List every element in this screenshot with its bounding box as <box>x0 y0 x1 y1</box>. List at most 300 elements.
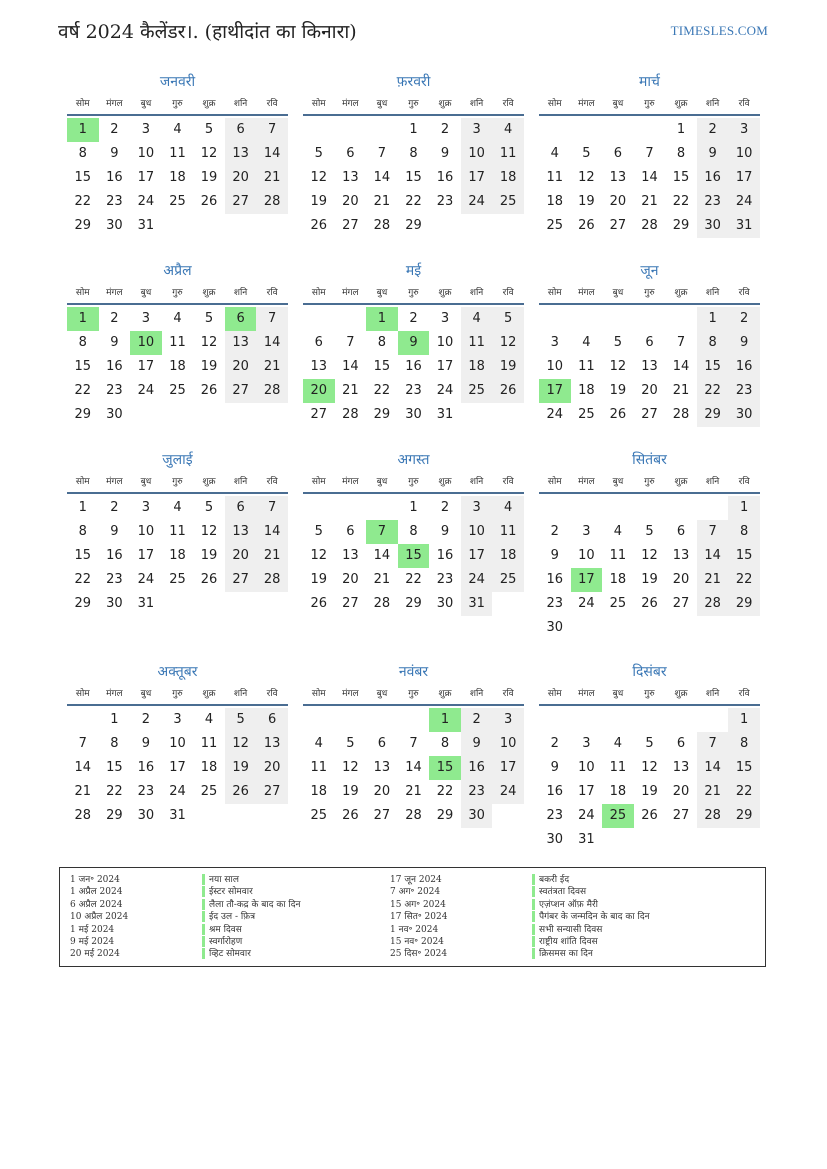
day-cell[interactable]: 6 <box>346 146 355 161</box>
day-cell[interactable]: 10 <box>492 732 524 756</box>
day-cell[interactable]: 1 <box>728 708 760 732</box>
day-cell[interactable]: 18 <box>169 359 186 374</box>
day-cell[interactable]: 20 <box>609 194 627 209</box>
holiday-day-cell[interactable]: 1 <box>67 118 99 142</box>
day-cell[interactable]: 2 <box>110 500 119 515</box>
day-cell[interactable]: 31 <box>728 214 760 238</box>
day-cell[interactable]: 12 <box>200 146 218 161</box>
day-cell[interactable]: 16 <box>728 355 760 379</box>
day-cell[interactable]: 29 <box>106 808 123 823</box>
day-cell[interactable]: 11 <box>169 335 186 350</box>
day-cell[interactable]: 11 <box>169 146 186 161</box>
day-cell[interactable]: 11 <box>578 359 595 374</box>
day-cell[interactable]: 10 <box>578 760 595 775</box>
day-cell[interactable]: 15 <box>405 170 422 185</box>
day-cell[interactable]: 1 <box>110 712 119 727</box>
day-cell[interactable]: 17 <box>492 756 524 780</box>
day-cell[interactable]: 17 <box>728 166 760 190</box>
holiday-day-cell[interactable]: 17 <box>539 379 571 403</box>
day-cell[interactable]: 10 <box>578 548 595 563</box>
day-cell[interactable]: 22 <box>436 784 454 799</box>
day-cell[interactable]: 22 <box>405 194 422 209</box>
holiday-day-cell[interactable]: 10 <box>130 331 162 355</box>
day-cell[interactable]: 20 <box>225 544 257 568</box>
day-cell[interactable]: 22 <box>74 572 92 587</box>
day-cell[interactable]: 27 <box>225 379 257 403</box>
day-cell[interactable]: 24 <box>728 190 760 214</box>
day-cell[interactable]: 6 <box>645 335 654 350</box>
day-cell[interactable]: 5 <box>645 736 654 751</box>
day-cell[interactable]: 18 <box>200 760 218 775</box>
day-cell[interactable]: 11 <box>310 760 328 775</box>
day-cell[interactable]: 4 <box>582 335 591 350</box>
day-cell[interactable]: 3 <box>492 708 524 732</box>
day-cell[interactable]: 6 <box>256 708 288 732</box>
day-cell[interactable]: 27 <box>342 596 359 611</box>
day-cell[interactable]: 17 <box>137 170 155 185</box>
day-cell[interactable]: 21 <box>641 194 658 209</box>
day-cell[interactable]: 18 <box>310 784 328 799</box>
day-cell[interactable]: 24 <box>137 383 155 398</box>
day-cell[interactable]: 13 <box>225 520 257 544</box>
day-cell[interactable]: 28 <box>342 407 359 422</box>
day-cell[interactable]: 25 <box>492 190 524 214</box>
day-cell[interactable]: 22 <box>728 568 760 592</box>
day-cell[interactable]: 26 <box>225 780 257 804</box>
day-cell[interactable]: 29 <box>405 596 422 611</box>
day-cell[interactable]: 5 <box>492 307 524 331</box>
day-cell[interactable]: 24 <box>169 784 186 799</box>
day-cell[interactable]: 21 <box>697 780 729 804</box>
day-cell[interactable]: 3 <box>582 736 591 751</box>
day-cell[interactable]: 19 <box>225 756 257 780</box>
day-cell[interactable]: 18 <box>492 544 524 568</box>
day-cell[interactable]: 26 <box>310 218 328 233</box>
day-cell[interactable]: 10 <box>461 142 493 166</box>
day-cell[interactable]: 19 <box>200 548 218 563</box>
day-cell[interactable]: 4 <box>173 500 182 515</box>
day-cell[interactable]: 18 <box>169 170 186 185</box>
day-cell[interactable]: 15 <box>728 756 760 780</box>
day-cell[interactable]: 18 <box>578 383 595 398</box>
day-cell[interactable]: 20 <box>641 383 658 398</box>
day-cell[interactable]: 30 <box>697 214 729 238</box>
day-cell[interactable]: 2 <box>697 118 729 142</box>
day-cell[interactable]: 25 <box>169 194 186 209</box>
day-cell[interactable]: 28 <box>74 808 92 823</box>
day-cell[interactable]: 25 <box>578 407 595 422</box>
day-cell[interactable]: 1 <box>697 307 729 331</box>
day-cell[interactable]: 2 <box>550 736 559 751</box>
day-cell[interactable]: 21 <box>373 194 391 209</box>
day-cell[interactable]: 15 <box>106 760 123 775</box>
day-cell[interactable]: 5 <box>346 736 355 751</box>
day-cell[interactable]: 13 <box>342 548 359 563</box>
day-cell[interactable]: 27 <box>609 218 627 233</box>
day-cell[interactable]: 4 <box>204 712 214 727</box>
day-cell[interactable]: 29 <box>697 403 729 427</box>
day-cell[interactable]: 14 <box>641 170 658 185</box>
day-cell[interactable]: 30 <box>137 808 155 823</box>
day-cell[interactable]: 14 <box>697 756 729 780</box>
day-cell[interactable]: 24 <box>578 596 595 611</box>
day-cell[interactable]: 13 <box>225 331 257 355</box>
day-cell[interactable]: 27 <box>672 596 690 611</box>
day-cell[interactable]: 12 <box>310 170 328 185</box>
day-cell[interactable]: 19 <box>200 170 218 185</box>
day-cell[interactable]: 1 <box>676 122 686 137</box>
day-cell[interactable]: 18 <box>461 355 493 379</box>
day-cell[interactable]: 2 <box>141 712 151 727</box>
day-cell[interactable]: 10 <box>137 146 155 161</box>
day-cell[interactable]: 25 <box>492 568 524 592</box>
day-cell[interactable]: 8 <box>78 335 87 350</box>
day-cell[interactable]: 17 <box>436 359 454 374</box>
day-cell[interactable]: 16 <box>697 166 729 190</box>
day-cell[interactable]: 29 <box>74 218 92 233</box>
day-cell[interactable]: 7 <box>409 736 418 751</box>
day-cell[interactable]: 1 <box>409 500 418 515</box>
day-cell[interactable]: 5 <box>314 524 323 539</box>
day-cell[interactable]: 30 <box>106 407 123 422</box>
day-cell[interactable]: 30 <box>546 620 564 635</box>
day-cell[interactable]: 31 <box>436 407 454 422</box>
holiday-day-cell[interactable]: 1 <box>429 708 461 732</box>
day-cell[interactable]: 16 <box>546 572 564 587</box>
day-cell[interactable]: 28 <box>672 407 690 422</box>
day-cell[interactable]: 29 <box>74 407 92 422</box>
day-cell[interactable]: 8 <box>110 736 119 751</box>
day-cell[interactable]: 7 <box>645 146 654 161</box>
site-link[interactable]: TIMESLES.COM <box>670 23 768 38</box>
day-cell[interactable]: 8 <box>409 524 418 539</box>
day-cell[interactable]: 4 <box>492 118 524 142</box>
day-cell[interactable]: 31 <box>169 808 186 823</box>
day-cell[interactable]: 25 <box>169 383 186 398</box>
day-cell[interactable]: 29 <box>436 808 454 823</box>
day-cell[interactable]: 19 <box>310 572 328 587</box>
day-cell[interactable]: 7 <box>256 496 288 520</box>
day-cell[interactable]: 16 <box>405 359 422 374</box>
day-cell[interactable]: 24 <box>546 407 564 422</box>
day-cell[interactable]: 16 <box>106 170 123 185</box>
day-cell[interactable]: 9 <box>728 331 760 355</box>
day-cell[interactable]: 13 <box>225 142 257 166</box>
day-cell[interactable]: 12 <box>492 331 524 355</box>
day-cell[interactable]: 2 <box>550 524 559 539</box>
day-cell[interactable]: 19 <box>342 784 359 799</box>
day-cell[interactable]: 23 <box>137 784 155 799</box>
day-cell[interactable]: 14 <box>342 359 359 374</box>
day-cell[interactable]: 8 <box>377 335 387 350</box>
day-cell[interactable]: 14 <box>256 331 288 355</box>
day-cell[interactable]: 29 <box>728 592 760 616</box>
day-cell[interactable]: 29 <box>405 218 422 233</box>
day-cell[interactable]: 12 <box>609 359 627 374</box>
day-cell[interactable]: 13 <box>310 359 328 374</box>
day-cell[interactable]: 30 <box>728 403 760 427</box>
day-cell[interactable]: 9 <box>110 524 119 539</box>
day-cell[interactable]: 4 <box>613 736 623 751</box>
day-cell[interactable]: 26 <box>342 808 359 823</box>
day-cell[interactable]: 16 <box>436 170 454 185</box>
day-cell[interactable]: 20 <box>672 784 690 799</box>
day-cell[interactable]: 24 <box>436 383 454 398</box>
day-cell[interactable]: 26 <box>200 572 218 587</box>
day-cell[interactable]: 20 <box>256 756 288 780</box>
day-cell[interactable]: 6 <box>613 146 623 161</box>
day-cell[interactable]: 10 <box>461 520 493 544</box>
day-cell[interactable]: 5 <box>225 708 257 732</box>
day-cell[interactable]: 27 <box>342 218 359 233</box>
day-cell[interactable]: 26 <box>200 383 218 398</box>
day-cell[interactable]: 17 <box>578 784 595 799</box>
day-cell[interactable]: 4 <box>173 311 182 326</box>
holiday-day-cell[interactable]: 7 <box>366 520 398 544</box>
day-cell[interactable]: 6 <box>314 335 323 350</box>
day-cell[interactable]: 12 <box>310 548 328 563</box>
day-cell[interactable]: 14 <box>697 544 729 568</box>
day-cell[interactable]: 27 <box>672 808 690 823</box>
day-cell[interactable]: 13 <box>373 760 391 775</box>
day-cell[interactable]: 26 <box>609 407 627 422</box>
day-cell[interactable]: 15 <box>373 359 391 374</box>
day-cell[interactable]: 2 <box>409 311 418 326</box>
day-cell[interactable]: 31 <box>137 596 155 611</box>
day-cell[interactable]: 25 <box>310 808 328 823</box>
day-cell[interactable]: 25 <box>200 784 218 799</box>
day-cell[interactable]: 28 <box>256 379 288 403</box>
day-cell[interactable]: 19 <box>641 784 658 799</box>
day-cell[interactable]: 5 <box>645 524 654 539</box>
day-cell[interactable]: 21 <box>256 544 288 568</box>
day-cell[interactable]: 2 <box>110 122 119 137</box>
day-cell[interactable]: 22 <box>405 572 422 587</box>
day-cell[interactable]: 16 <box>137 760 155 775</box>
day-cell[interactable]: 3 <box>582 524 591 539</box>
day-cell[interactable]: 28 <box>697 804 729 828</box>
day-cell[interactable]: 7 <box>697 732 729 756</box>
day-cell[interactable]: 20 <box>342 572 359 587</box>
day-cell[interactable]: 10 <box>436 335 454 350</box>
day-cell[interactable]: 28 <box>256 568 288 592</box>
day-cell[interactable]: 9 <box>550 760 559 775</box>
day-cell[interactable]: 26 <box>200 194 218 209</box>
day-cell[interactable]: 10 <box>728 142 760 166</box>
holiday-day-cell[interactable]: 15 <box>398 544 430 568</box>
day-cell[interactable]: 20 <box>672 572 690 587</box>
day-cell[interactable]: 12 <box>225 732 257 756</box>
day-cell[interactable]: 20 <box>373 784 391 799</box>
day-cell[interactable]: 23 <box>697 190 729 214</box>
day-cell[interactable]: 22 <box>728 780 760 804</box>
day-cell[interactable]: 24 <box>461 190 493 214</box>
day-cell[interactable]: 3 <box>728 118 760 142</box>
day-cell[interactable]: 22 <box>74 383 92 398</box>
day-cell[interactable]: 28 <box>373 596 391 611</box>
day-cell[interactable]: 29 <box>728 804 760 828</box>
day-cell[interactable]: 4 <box>613 524 623 539</box>
day-cell[interactable]: 25 <box>609 596 627 611</box>
day-cell[interactable]: 12 <box>641 760 658 775</box>
day-cell[interactable]: 19 <box>492 355 524 379</box>
day-cell[interactable]: 13 <box>342 170 359 185</box>
day-cell[interactable]: 8 <box>697 331 729 355</box>
day-cell[interactable]: 4 <box>173 122 182 137</box>
day-cell[interactable]: 25 <box>546 218 564 233</box>
day-cell[interactable]: 5 <box>314 146 323 161</box>
day-cell[interactable]: 23 <box>436 194 454 209</box>
day-cell[interactable]: 22 <box>373 383 391 398</box>
day-cell[interactable]: 10 <box>137 524 155 539</box>
holiday-day-cell[interactable]: 17 <box>571 568 603 592</box>
day-cell[interactable]: 27 <box>225 568 257 592</box>
day-cell[interactable]: 17 <box>461 166 493 190</box>
day-cell[interactable]: 28 <box>641 218 658 233</box>
day-cell[interactable]: 7 <box>697 520 729 544</box>
day-cell[interactable]: 3 <box>141 311 151 326</box>
day-cell[interactable]: 28 <box>256 190 288 214</box>
day-cell[interactable]: 21 <box>74 784 92 799</box>
day-cell[interactable]: 6 <box>676 736 686 751</box>
day-cell[interactable]: 18 <box>492 166 524 190</box>
day-cell[interactable]: 12 <box>641 548 658 563</box>
holiday-day-cell[interactable]: 15 <box>429 756 461 780</box>
day-cell[interactable]: 12 <box>200 524 218 539</box>
day-cell[interactable]: 22 <box>74 194 92 209</box>
day-cell[interactable]: 26 <box>641 596 658 611</box>
day-cell[interactable]: 21 <box>697 568 729 592</box>
day-cell[interactable]: 8 <box>728 520 760 544</box>
day-cell[interactable]: 6 <box>346 524 355 539</box>
day-cell[interactable]: 23 <box>436 572 454 587</box>
day-cell[interactable]: 9 <box>550 548 559 563</box>
day-cell[interactable]: 20 <box>225 355 257 379</box>
day-cell[interactable]: 6 <box>225 496 257 520</box>
day-cell[interactable]: 9 <box>110 146 119 161</box>
day-cell[interactable]: 30 <box>546 832 564 847</box>
day-cell[interactable]: 9 <box>697 142 729 166</box>
holiday-day-cell[interactable]: 1 <box>366 307 398 331</box>
day-cell[interactable]: 26 <box>641 808 658 823</box>
day-cell[interactable]: 31 <box>461 592 493 616</box>
day-cell[interactable]: 22 <box>697 379 729 403</box>
day-cell[interactable]: 25 <box>461 379 493 403</box>
day-cell[interactable]: 22 <box>672 194 690 209</box>
day-cell[interactable]: 1 <box>409 122 418 137</box>
day-cell[interactable]: 8 <box>78 146 87 161</box>
day-cell[interactable]: 17 <box>169 760 186 775</box>
day-cell[interactable]: 14 <box>74 760 92 775</box>
day-cell[interactable]: 23 <box>106 194 123 209</box>
day-cell[interactable]: 24 <box>137 572 155 587</box>
day-cell[interactable]: 4 <box>314 736 323 751</box>
day-cell[interactable]: 3 <box>461 118 493 142</box>
day-cell[interactable]: 27 <box>310 407 328 422</box>
day-cell[interactable]: 14 <box>373 548 391 563</box>
day-cell[interactable]: 15 <box>697 355 729 379</box>
day-cell[interactable]: 30 <box>405 407 422 422</box>
day-cell[interactable]: 23 <box>728 379 760 403</box>
day-cell[interactable]: 5 <box>204 122 214 137</box>
day-cell[interactable]: 11 <box>200 736 218 751</box>
day-cell[interactable]: 19 <box>310 194 328 209</box>
day-cell[interactable]: 15 <box>74 359 92 374</box>
day-cell[interactable]: 29 <box>373 407 391 422</box>
holiday-day-cell[interactable]: 9 <box>398 331 430 355</box>
day-cell[interactable]: 2 <box>728 307 760 331</box>
day-cell[interactable]: 23 <box>461 780 493 804</box>
day-cell[interactable]: 18 <box>546 194 564 209</box>
day-cell[interactable]: 13 <box>672 760 690 775</box>
day-cell[interactable]: 17 <box>137 359 155 374</box>
day-cell[interactable]: 19 <box>200 359 218 374</box>
day-cell[interactable]: 1 <box>728 496 760 520</box>
day-cell[interactable]: 16 <box>106 548 123 563</box>
day-cell[interactable]: 21 <box>405 784 422 799</box>
holiday-day-cell[interactable]: 20 <box>303 379 335 403</box>
day-cell[interactable]: 27 <box>373 808 391 823</box>
day-cell[interactable]: 7 <box>78 736 87 751</box>
day-cell[interactable]: 24 <box>137 194 155 209</box>
day-cell[interactable]: 14 <box>672 359 690 374</box>
day-cell[interactable]: 6 <box>676 524 686 539</box>
day-cell[interactable]: 4 <box>550 146 559 161</box>
day-cell[interactable]: 3 <box>440 311 450 326</box>
day-cell[interactable]: 3 <box>141 122 151 137</box>
day-cell[interactable]: 11 <box>609 548 627 563</box>
day-cell[interactable]: 24 <box>492 780 524 804</box>
day-cell[interactable]: 14 <box>256 520 288 544</box>
day-cell[interactable]: 17 <box>137 548 155 563</box>
day-cell[interactable]: 29 <box>74 596 92 611</box>
day-cell[interactable]: 6 <box>225 118 257 142</box>
day-cell[interactable]: 23 <box>106 572 123 587</box>
holiday-day-cell[interactable]: 6 <box>225 307 257 331</box>
day-cell[interactable]: 10 <box>546 359 564 374</box>
day-cell[interactable]: 19 <box>609 383 627 398</box>
day-cell[interactable]: 4 <box>461 307 493 331</box>
day-cell[interactable]: 21 <box>672 383 690 398</box>
day-cell[interactable]: 27 <box>256 780 288 804</box>
day-cell[interactable]: 26 <box>310 596 328 611</box>
holiday-day-cell[interactable]: 1 <box>67 307 99 331</box>
day-cell[interactable]: 8 <box>676 146 686 161</box>
day-cell[interactable]: 30 <box>106 218 123 233</box>
day-cell[interactable]: 11 <box>169 524 186 539</box>
day-cell[interactable]: 12 <box>578 170 595 185</box>
day-cell[interactable]: 7 <box>377 146 387 161</box>
day-cell[interactable]: 13 <box>672 548 690 563</box>
day-cell[interactable]: 10 <box>169 736 186 751</box>
day-cell[interactable]: 14 <box>373 170 391 185</box>
day-cell[interactable]: 3 <box>141 500 151 515</box>
day-cell[interactable]: 19 <box>578 194 595 209</box>
day-cell[interactable]: 7 <box>346 335 355 350</box>
day-cell[interactable]: 13 <box>609 170 627 185</box>
day-cell[interactable]: 24 <box>578 808 595 823</box>
day-cell[interactable]: 3 <box>550 335 559 350</box>
day-cell[interactable]: 2 <box>440 500 450 515</box>
day-cell[interactable]: 15 <box>728 544 760 568</box>
day-cell[interactable]: 18 <box>169 548 186 563</box>
day-cell[interactable]: 3 <box>173 712 182 727</box>
day-cell[interactable]: 14 <box>256 142 288 166</box>
day-cell[interactable]: 11 <box>492 142 524 166</box>
day-cell[interactable]: 5 <box>613 335 623 350</box>
day-cell[interactable]: 9 <box>141 736 151 751</box>
day-cell[interactable]: 16 <box>546 784 564 799</box>
